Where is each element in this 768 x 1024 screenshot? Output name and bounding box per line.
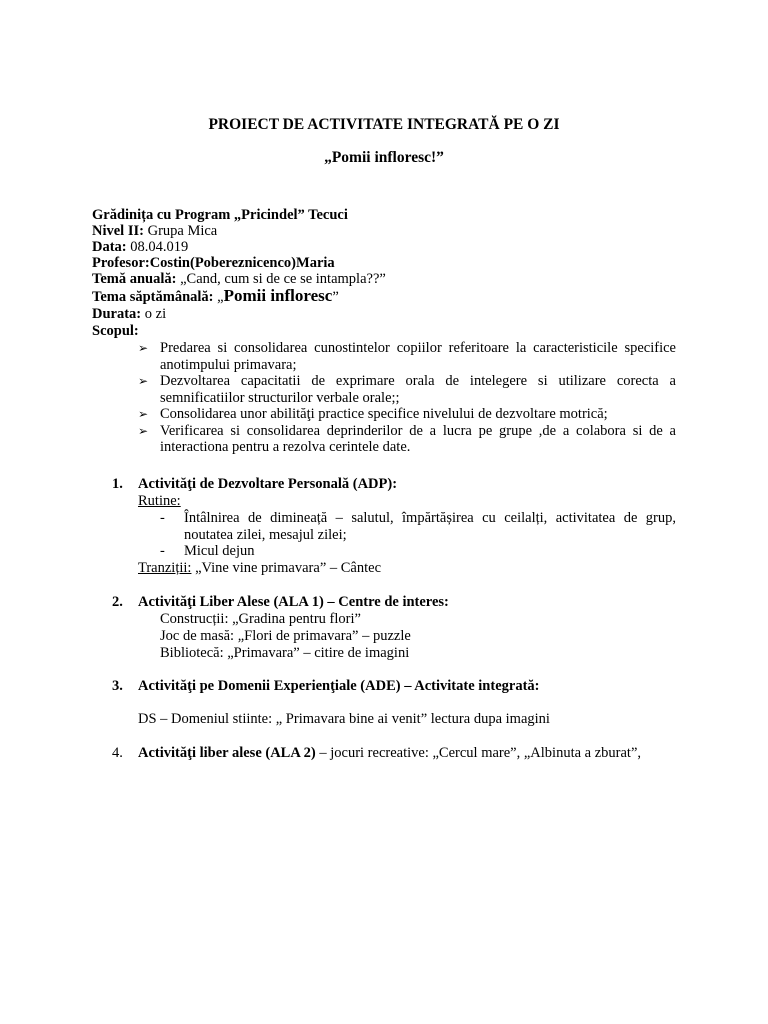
document-title: PROIECT DE ACTIVITATE INTEGRATĂ PE O ZI: [208, 116, 560, 133]
transitions-value: „Vine vine primavara” – Cântec: [191, 560, 382, 576]
routine-item: - Micul dejun: [160, 543, 255, 559]
section-4-line: [138, 745, 641, 762]
section-4-number: 4.: [112, 745, 123, 761]
weekly-theme-line: [92, 288, 339, 306]
weekly-theme-value: Pomii infloresc: [223, 286, 333, 305]
kindergarten-line: Grădinița cu Program „Pricindel” Tecuci: [92, 207, 348, 223]
duration-value: o zi: [141, 306, 167, 322]
weekly-theme-quote-open: „: [213, 289, 224, 305]
teacher-line: Profesor:Costin(Pobereznicenco)Maria: [92, 255, 335, 271]
section-4-title: Activităţi liber alese (ALA 2): [138, 745, 316, 761]
arrow-bullet-icon: ➢: [138, 374, 149, 388]
section-3-title: Activităţi pe Domenii Experienţiale (ADE) – Activitate integrată:: [138, 678, 540, 694]
level-label: Nivel II:: [92, 223, 144, 239]
section-1-title: Activităţi de Dezvoltare Personală (ADP):: [138, 476, 398, 492]
interest-center-item: Joc de masă: „Flori de primavara” – puzzle: [160, 628, 411, 644]
transitions-line: [138, 560, 381, 577]
interest-center-item: Construcții: „Gradina pentru flori”: [160, 611, 361, 627]
date-line: [92, 239, 188, 256]
routine-item: - Întâlnirea de dimineață – salutul, împărtășirea cu ceilalți, activitatea de grup, noutatea zilei, mesajul zilei;: [160, 510, 676, 543]
science-domain-line: DS – Domeniul stiinte: „ Primavara bine ai venit” lectura dupa imagini: [138, 711, 550, 727]
routines-label: Rutine:: [138, 493, 181, 509]
purpose-item: ➢ Consolidarea unor abilităţi practice specifice nivelului de dezvoltare motrică;: [138, 406, 608, 422]
purpose-list: [138, 340, 676, 456]
arrow-bullet-icon: ➢: [138, 423, 149, 438]
section-1-number: 1.: [112, 476, 123, 492]
purpose-item: ➢ Verificarea si consolidarea deprinderilor de a lucra pe grupe ,de a colabora si de a interactiona pentru a rezolva cerintele date.: [138, 422, 676, 455]
annual-theme-value: „Cand, cum si de ce se intampla??”: [176, 271, 386, 287]
duration-label: Durata:: [92, 306, 142, 322]
duration-line: [92, 306, 166, 323]
weekly-theme-label: Tema săptămânală:: [92, 289, 214, 305]
section-3-number: 3.: [112, 678, 123, 694]
purpose-item: ➢ Predarea si consolidarea cunostintelor copiilor referitoare la caracteristicile specifice anotimpului primavara;: [138, 340, 676, 373]
purpose-label: Scopul:: [92, 323, 139, 339]
level-value: Grupa Mica: [143, 223, 218, 239]
section-4-rest: – jocuri recreative: „Cercul mare”, „Albinuta a zburat”,: [315, 745, 642, 761]
annual-theme-label: Temă anuală:: [92, 271, 177, 287]
purpose-item: ➢ Dezvoltarea capacitatii de exprimare orala de intelegere si utilizare corecta a semnificatiilor structurilor verbale orale;;: [138, 373, 676, 406]
arrow-bullet-icon: ➢: [138, 407, 149, 421]
document-subtitle: „Pomii infloresc!”: [324, 149, 444, 166]
section-2-number: 2.: [112, 594, 123, 610]
weekly-theme-quote-close: ”: [332, 289, 339, 305]
date-label: Data:: [92, 239, 127, 255]
transitions-label: Tranziții:: [138, 560, 192, 576]
section-2-title: Activităţi Liber Alese (ALA 1) – Centre de interes:: [138, 594, 449, 610]
arrow-bullet-icon: ➢: [138, 341, 149, 355]
level-line: [92, 223, 217, 240]
date-value: 08.04.019: [126, 239, 189, 255]
interest-center-item: Bibliotecă: „Primavara” – citire de imagini: [160, 645, 410, 661]
